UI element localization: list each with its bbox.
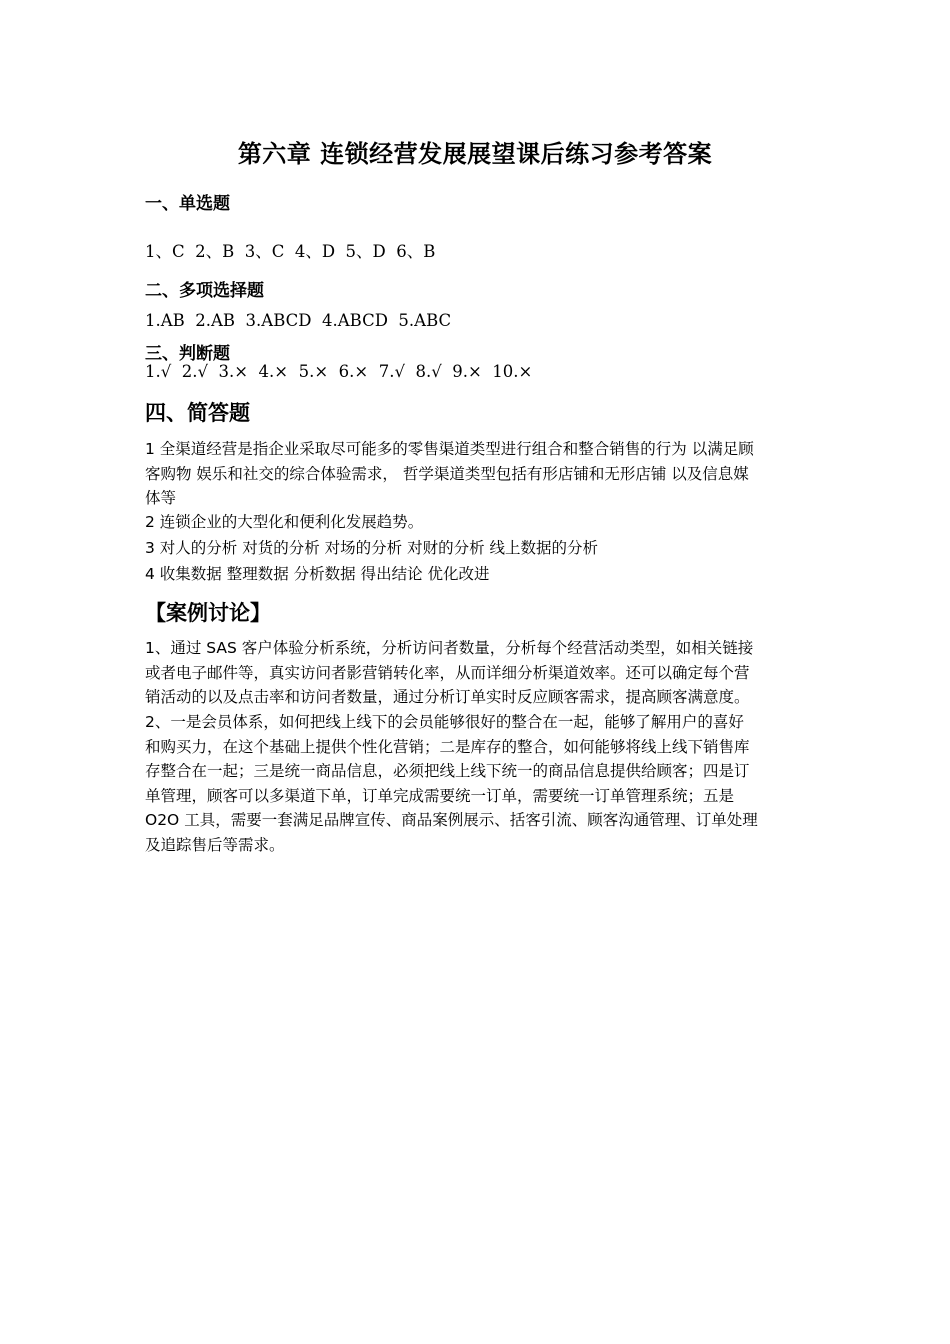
text-line: 1 全渠道经营是指企业采取尽可能多的零售渠道类型进行组合和整合销售的行为 以满足顾: [145, 440, 754, 458]
short-answer-item-4: [145, 562, 810, 587]
text-line: 或者电子邮件等，真实访问者影营销转化率，从而详细分析渠道效率。还可以确定每个营: [145, 663, 750, 682]
text-line: 2、一是会员体系，如何把线上线下的会员能够很好的整合在一起，能够了解用户的喜好: [145, 713, 744, 731]
text-line: 和购买力，在这个基础上提供个性化营销；二是库存的整合，如何能够将线上线下销售库: [145, 737, 750, 756]
text-line: 体等: [145, 489, 177, 507]
answers-multiple-choice: 1.AB 2.AB 3.ABCD 4.ABCD 5.ABC: [145, 311, 452, 330]
heading-true-false: 三、判断题: [145, 344, 230, 364]
case-discussion-item-2: [145, 710, 810, 857]
text-line: 及追踪售后等需求。: [145, 835, 285, 854]
text-line: 2 连锁企业的大型化和便利化发展趋势。: [145, 513, 424, 531]
short-answer-item-1: [145, 437, 810, 511]
text-line: 单管理，顾客可以多渠道下单，订单完成需要统一订单，需要统一订单管理系统；五是: [145, 786, 735, 805]
answers-single-choice: 1、C 2、B 3、C 4、D 5、D 6、B: [145, 242, 436, 261]
text-line: 4 收集数据 整理数据 分析数据 得出结论 优化改进: [145, 565, 490, 583]
heading-short-answer: 四、简答题: [145, 401, 250, 425]
text-line: 销活动的以及点击率和访问者数量，通过分析订单实时反应顾客需求，提高顾客满意度。: [145, 688, 750, 706]
text-line: 客购物 娱乐和社交的综合体验需求， 哲学渠道类型包括有形店铺和无形店铺 以及信息媒: [145, 464, 749, 483]
text-line: 1、通过 SAS 客户体验分析系统，分析访问者数量，分析每个经营活动类型，如相关链接: [145, 639, 754, 657]
heading-case-discussion: 【案例讨论】: [145, 601, 271, 625]
text-line: 存整合在一起；三是统一商品信息，必须把线上线下统一的商品信息提供给顾客；四是订: [145, 762, 750, 780]
document-title: 第六章 连锁经营发展展望课后练习参考答案: [237, 140, 713, 168]
short-answer-item-2: [145, 510, 810, 535]
answers-true-false: 1.√ 2.√ 3.× 4.× 5.× 6.× 7.√ 8.√ 9.× 10.×: [145, 362, 533, 381]
heading-multiple-choice: 二、多项选择题: [145, 281, 264, 301]
case-discussion-item-1: [145, 636, 810, 710]
text-line: 3 对人的分析 对货的分析 对场的分析 对财的分析 线上数据的分析: [145, 539, 598, 557]
text-line: O2O 工具，需要一套满足品牌宣传、商品案例展示、括客引流、顾客沟通管理、订单处理: [145, 811, 758, 829]
heading-single-choice: 一、单选题: [145, 194, 230, 214]
short-answer-item-3: [145, 536, 810, 561]
